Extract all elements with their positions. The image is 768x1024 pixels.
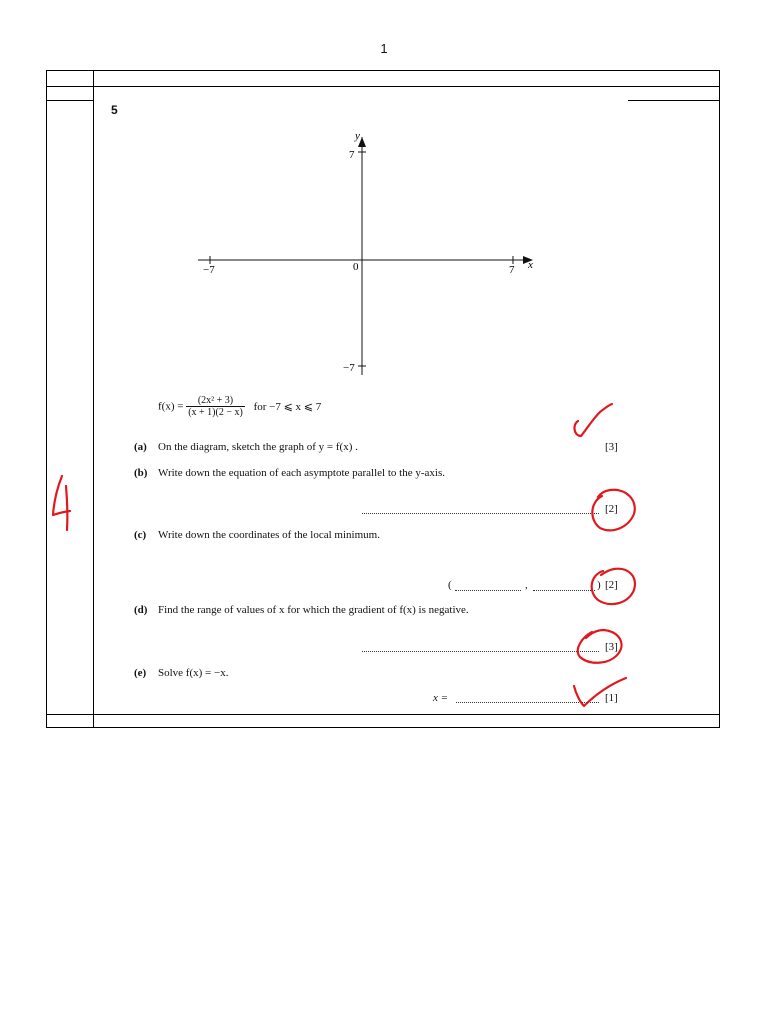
part-c-open-paren: ( <box>448 579 452 591</box>
answer-margin-divider <box>628 100 720 101</box>
part-e-answer-prefix: x = <box>433 692 449 704</box>
part-c-label: (c) <box>134 529 147 541</box>
y-min-label: −7 <box>343 362 355 374</box>
part-a-marks: [3] <box>605 441 618 453</box>
part-a-text: On the diagram, sketch the graph of y = f(x) . <box>158 441 358 453</box>
part-b-marks: [2] <box>605 503 618 515</box>
part-c-text: Write down the coordinates of the local minimum. <box>158 529 380 541</box>
function-denominator: (x + 1)(2 − x) <box>188 407 243 418</box>
question-number: 5 <box>111 103 118 117</box>
part-b-label: (b) <box>134 467 148 479</box>
y-axis-label: y <box>355 130 360 142</box>
part-d-marks: [3] <box>605 641 618 653</box>
page-number: 1 <box>380 41 388 56</box>
margin-row-divider <box>46 100 93 101</box>
x-max-label: 7 <box>509 264 515 276</box>
margin-column-divider <box>93 70 94 728</box>
function-domain: for −7 ⩽ x ⩽ 7 <box>253 401 322 413</box>
part-c-y-answer-line[interactable] <box>533 590 595 591</box>
y-max-label: 7 <box>349 149 355 161</box>
part-d-label: (d) <box>134 604 148 616</box>
part-d-answer-line[interactable] <box>362 651 599 652</box>
function-fraction <box>186 395 245 418</box>
axes-diagram <box>190 125 550 380</box>
part-e-text: Solve f(x) = −x. <box>158 667 229 679</box>
part-c-x-answer-line[interactable] <box>455 590 521 591</box>
part-b-text: Write down the equation of each asymptote parallel to the y-axis. <box>158 467 445 479</box>
part-c-separator: , <box>525 579 528 591</box>
x-min-label: −7 <box>203 264 215 276</box>
function-numerator: (2x² + 3) <box>186 395 245 407</box>
part-e-answer-line[interactable] <box>456 702 599 703</box>
x-axis-label: x <box>528 259 533 271</box>
part-a-label: (a) <box>134 441 147 453</box>
function-definition <box>158 395 321 418</box>
part-b-answer-line[interactable] <box>362 513 599 514</box>
part-e-label: (e) <box>134 667 147 679</box>
part-c-marks: [2] <box>605 579 618 591</box>
function-lhs: f(x) = <box>158 400 184 413</box>
part-c-close-paren: ) <box>597 579 601 591</box>
part-e-marks: [1] <box>605 692 618 704</box>
footer-row-divider <box>46 714 720 715</box>
part-d-text: Find the range of values of x for which the gradient of f(x) is negative. <box>158 604 469 616</box>
header-row-divider <box>46 86 720 87</box>
origin-label: 0 <box>353 261 359 273</box>
